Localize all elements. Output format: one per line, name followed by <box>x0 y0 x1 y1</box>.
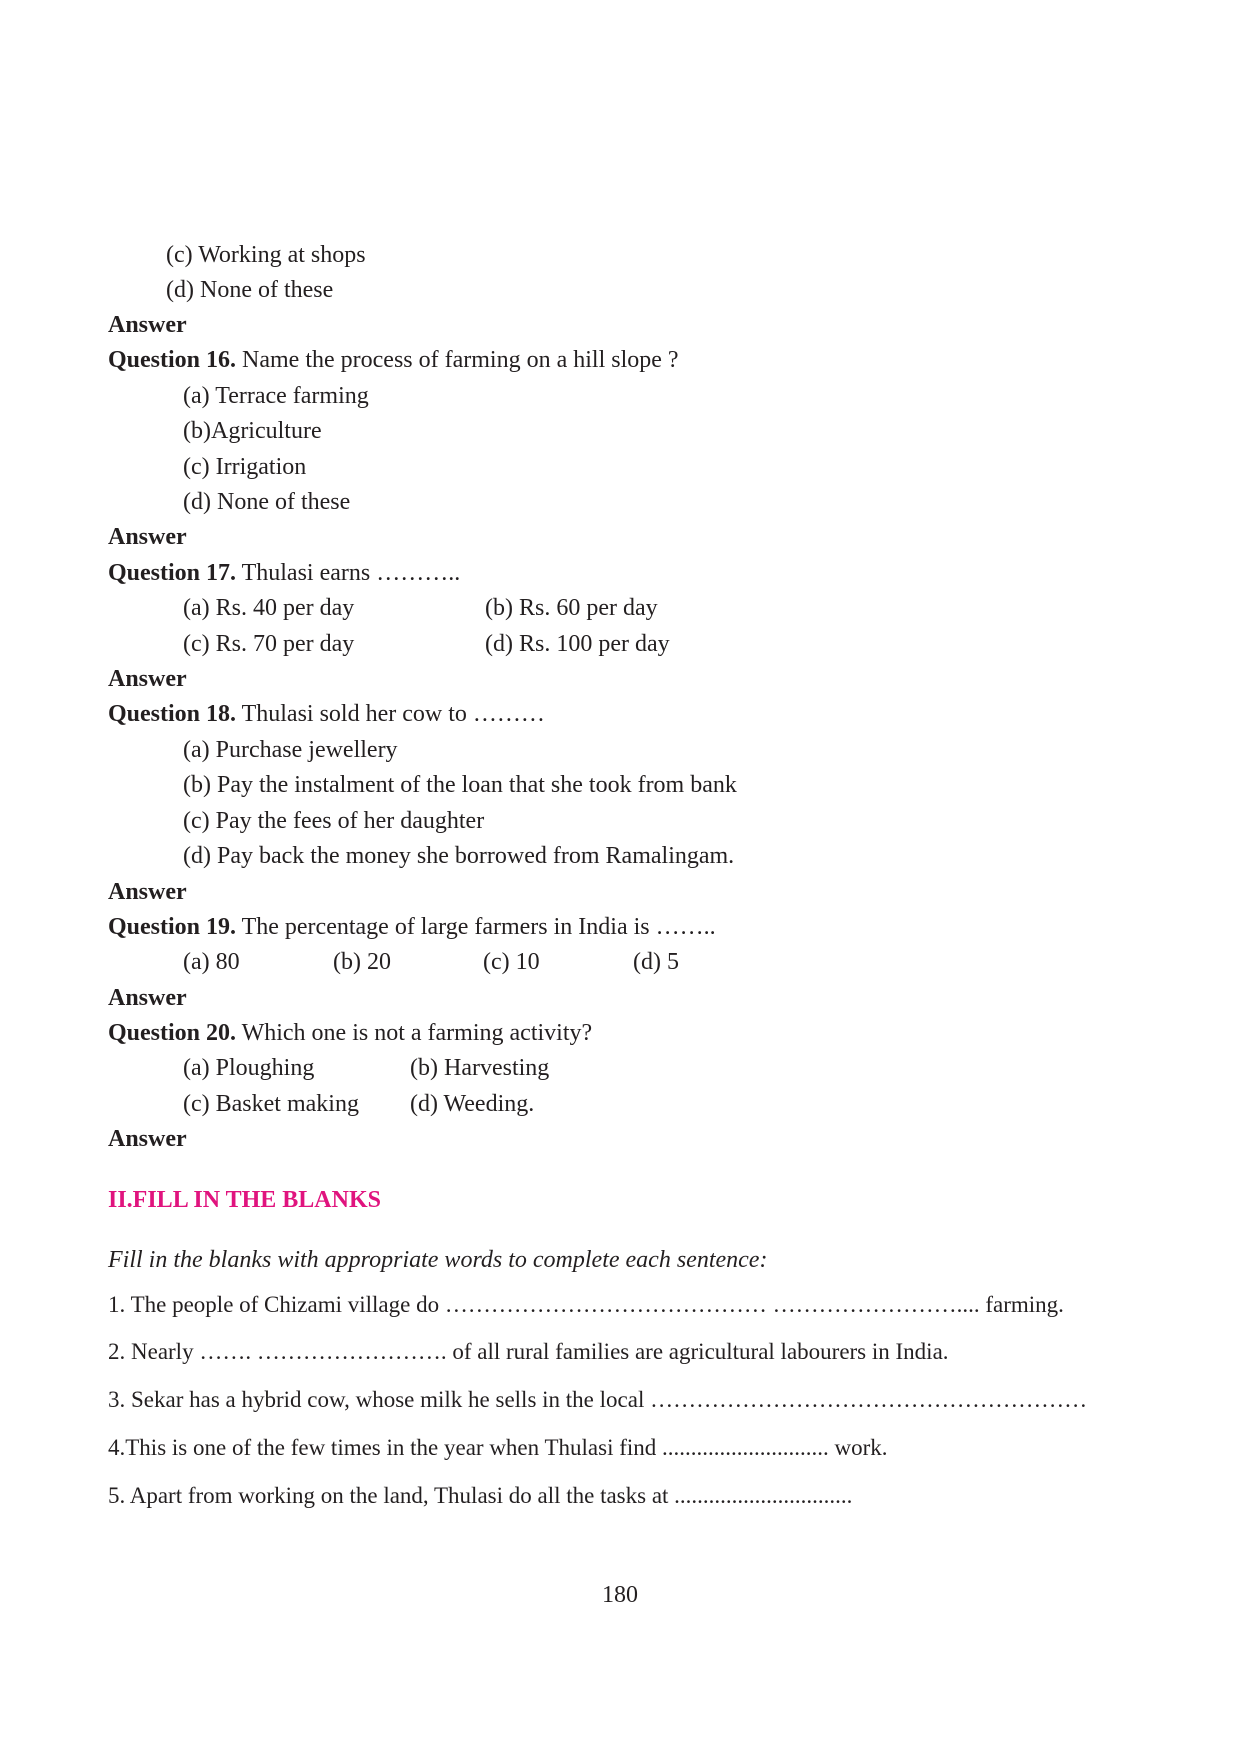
q18-answer-label: Answer <box>108 879 187 905</box>
q16-option-d: (d) None of these <box>183 489 351 515</box>
q17-question <box>108 558 460 588</box>
q16-label: Question 16. <box>108 347 237 373</box>
q20-answer-label: Answer <box>108 1126 187 1152</box>
section-heading: II.FILL IN THE BLANKS <box>108 1187 381 1213</box>
q19-label: Question 19. <box>108 914 237 940</box>
q19-text: The percentage of large farmers in India is …….. <box>236 914 716 940</box>
q16-option-c: (c) Irrigation <box>183 454 307 480</box>
q18-text: Thulasi sold her cow to ……… <box>236 701 545 727</box>
q16-question <box>108 345 679 375</box>
q19-question <box>108 912 716 942</box>
q17-answer-label: Answer <box>108 666 187 692</box>
page-number: 180 <box>602 1582 638 1608</box>
section-instruction: Fill in the blanks with appropriate words to complete each sentence: <box>108 1247 768 1273</box>
q16-option-b: (b)Agriculture <box>183 418 322 444</box>
q20-option-a: (a) Ploughing <box>183 1055 315 1081</box>
q20-option-c: (c) Basket making <box>183 1091 359 1117</box>
q20-option-d: (d) Weeding. <box>410 1091 535 1117</box>
fill-blank-item-3: 3. Sekar has a hybrid cow, whose milk he sells in the local ………………………………………………… <box>108 1387 1088 1412</box>
q19-option-b: (b) 20 <box>333 949 391 975</box>
q16-option-a: (a) Terrace farming <box>183 383 369 409</box>
q20-label: Question 20. <box>108 1020 237 1046</box>
q19-option-d: (d) 5 <box>633 949 679 975</box>
q16-answer-label: Answer <box>108 524 187 550</box>
q18-option-d: (d) Pay back the money she borrowed from Ramalingam. <box>183 843 735 869</box>
q17-option-a: (a) Rs. 40 per day <box>183 595 355 621</box>
q20-option-b: (b) Harvesting <box>410 1055 550 1081</box>
q16-text: Name the process of farming on a hill slope ? <box>236 347 679 373</box>
q20-text: Which one is not a farming activity? <box>236 1020 593 1046</box>
q18-option-c: (c) Pay the fees of her daughter <box>183 808 485 834</box>
q19-option-a: (a) 80 <box>183 949 240 975</box>
q20-question <box>108 1018 592 1048</box>
q17-text: Thulasi earns ……….. <box>236 560 461 586</box>
q19-answer-label: Answer <box>108 985 187 1011</box>
fill-blank-item-2: 2. Nearly ……. ……………………. of all rural families are agricultural labourers in India. <box>108 1339 949 1364</box>
q18-option-b: (b) Pay the instalment of the loan that she took from bank <box>183 772 737 798</box>
q17-label: Question 17. <box>108 560 237 586</box>
q17-option-c: (c) Rs. 70 per day <box>183 631 355 657</box>
q15-answer-label: Answer <box>108 312 187 338</box>
fill-blank-item-4: 4.This is one of the few times in the year when Thulasi find ............................. work. <box>108 1435 888 1460</box>
q18-label: Question 18. <box>108 701 237 727</box>
q18-option-a: (a) Purchase jewellery <box>183 737 398 763</box>
q15-option-d: (d) None of these <box>166 277 334 303</box>
fill-blank-item-1: 1. The people of Chizami village do …………………………………… …………………….... farming. <box>108 1292 1064 1317</box>
q17-option-d: (d) Rs. 100 per day <box>485 631 670 657</box>
q19-option-c: (c) 10 <box>483 949 540 975</box>
fill-blank-item-5: 5. Apart from working on the land, Thulasi do all the tasks at ............................... <box>108 1483 853 1508</box>
q15-option-c: (c) Working at shops <box>166 242 366 268</box>
q17-option-b: (b) Rs. 60 per day <box>485 595 658 621</box>
q18-question <box>108 699 545 729</box>
